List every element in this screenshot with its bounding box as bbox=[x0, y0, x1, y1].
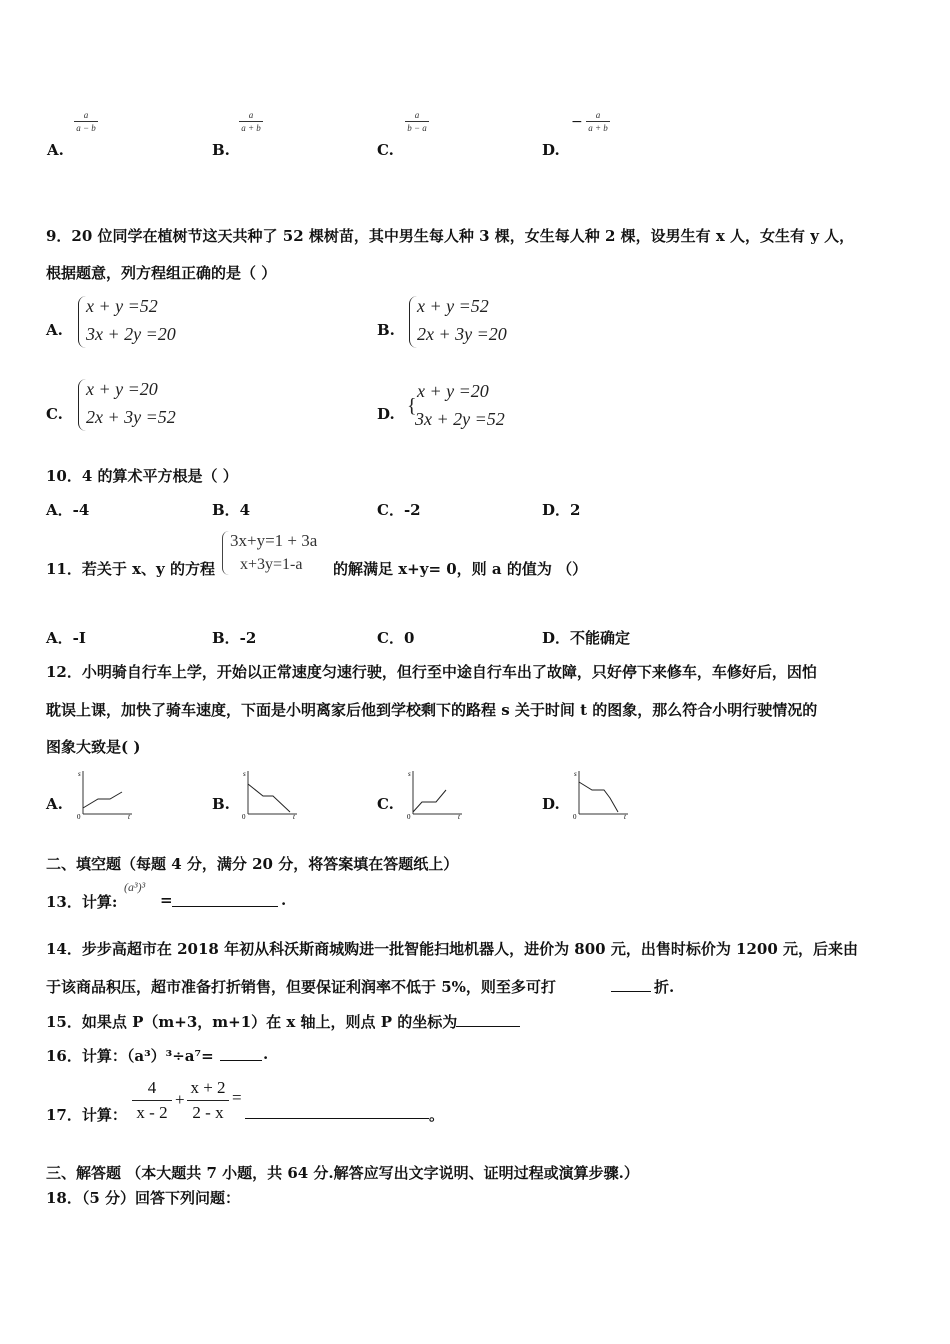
q13-equals: = bbox=[160, 891, 173, 909]
q12-graph-b-origin: 0 bbox=[242, 813, 246, 820]
q17-fraction-1 bbox=[132, 1078, 172, 1123]
q9-option-c-label: C. bbox=[46, 405, 63, 423]
q9-stem-line2: 根据题意，列方程组正确的是（ ） bbox=[46, 264, 277, 282]
q12-graph-b-curve bbox=[248, 784, 290, 812]
q9-option-a-eq2: 3x + 2y =20 bbox=[86, 324, 176, 344]
q12-graph-a-curve bbox=[83, 792, 122, 808]
q12-graph-c-axis-s: s bbox=[408, 770, 411, 778]
q11-option-b: B．-2 bbox=[212, 629, 257, 647]
q16-end: . bbox=[263, 1045, 269, 1063]
q12-graph-c-curve bbox=[413, 790, 446, 812]
q13-prefix: 13．计算: bbox=[46, 893, 118, 911]
q14-stem-line2-before: 于该商品积压，超市准备打折销售，但要保证利润率不低于 5%，则至多可打 bbox=[46, 978, 556, 996]
q17-fraction-2 bbox=[187, 1078, 229, 1123]
q9-option-d-brace: { bbox=[407, 395, 417, 417]
q8-option-a-label: A. bbox=[47, 141, 64, 159]
q12-graph-b bbox=[239, 768, 303, 820]
q17-fraction-2-denominator: 2 - x bbox=[192, 1103, 224, 1122]
q12-graph-d-origin: 0 bbox=[573, 813, 577, 820]
q14-stem-line1: 14．步步高超市在 2018 年初从科沃斯商城购进一批智能扫地机器人，进价为 800 元，出售时标价为 1200 元，后来由 bbox=[46, 940, 859, 958]
q9-option-d-eq1: x + y =20 bbox=[417, 381, 489, 401]
q11-eq1: 3x+y=1 + 3a bbox=[230, 531, 318, 550]
q13-answer-blank[interactable] bbox=[172, 906, 278, 907]
q16-prefix: 16．计算：（a³）³÷a⁷= bbox=[46, 1047, 214, 1065]
q8-option-c-fraction bbox=[405, 110, 429, 133]
q9-option-d-eq2: 3x + 2y =52 bbox=[415, 409, 505, 429]
q9-option-d-label: D. bbox=[377, 405, 395, 423]
q10-option-c: C．-2 bbox=[377, 501, 421, 519]
q8-option-a-numerator: a bbox=[83, 110, 89, 120]
q12-graph-d bbox=[570, 768, 634, 820]
q9-option-b-eq2: 2x + 3y =20 bbox=[417, 324, 507, 344]
q12-stem-line3: 图象大致是( ) bbox=[46, 738, 141, 756]
q12-graph-c-axis-t: t bbox=[458, 813, 460, 820]
q12-graph-d-curve bbox=[579, 782, 618, 812]
q12-graph-b-axis-s: s bbox=[243, 770, 246, 778]
q12-graph-a-origin: 0 bbox=[77, 813, 81, 820]
q9-stem-line1: 9．20 位同学在植树节这天共种了 52 棵树苗，其中男生每人种 3 棵，女生每人种 2 棵，设男生有 x 人，女生有 y 人， bbox=[46, 227, 855, 245]
q9-option-b-eq1: x + y =52 bbox=[417, 296, 489, 316]
q10-option-d: D．2 bbox=[542, 501, 581, 519]
q8-option-b-numerator: a bbox=[248, 110, 254, 120]
q15-stem: 15．如果点 P（m+3，m+1）在 x 轴上，则点 P 的坐标为 bbox=[46, 1013, 458, 1031]
q17-plus: + bbox=[175, 1090, 185, 1109]
q12-graph-c-origin: 0 bbox=[407, 813, 411, 820]
q17-equals: = bbox=[232, 1088, 242, 1107]
q12-option-b-label: B. bbox=[212, 795, 230, 813]
q12-option-c-label: C. bbox=[377, 795, 394, 813]
q12-graph-d-axis-s: s bbox=[574, 770, 577, 778]
q10-option-b: B．4 bbox=[212, 501, 251, 519]
q17-fraction-1-numerator: 4 bbox=[147, 1078, 157, 1097]
q12-stem-line1: 12．小明骑自行车上学，开始以正常速度匀速行驶，但行至中途自行车出了故障，只好停下来修车，车修好后，因怕 bbox=[46, 663, 817, 681]
q17-answer-blank[interactable] bbox=[245, 1118, 429, 1119]
q12-graph-a bbox=[74, 768, 138, 820]
q13-end: . bbox=[281, 891, 287, 909]
q12-option-d-label: D. bbox=[542, 795, 560, 813]
q17-fraction-2-numerator: x + 2 bbox=[190, 1078, 226, 1097]
q12-stem-line2: 耽误上课，加快了骑车速度，下面是小明离家后他到学校剩下的路程 s 关于时间 t 的图象，那么符合小明行驶情况的 bbox=[46, 701, 818, 719]
q11-equation-system bbox=[222, 531, 332, 579]
section3-title: 三、解答题 （本大题共 7 小题，共 64 分.解答应写出文字说明、证明过程或演算步骤.） bbox=[46, 1164, 639, 1182]
q13-expression: (a³)³ bbox=[124, 880, 146, 894]
q8-option-a-fraction bbox=[74, 110, 98, 133]
q8-option-a-denominator: a − b bbox=[76, 123, 96, 133]
q11-option-a: A．-I bbox=[46, 629, 86, 647]
q12-graph-a-axis-s: s bbox=[78, 770, 81, 778]
q8-option-d-denominator: a + b bbox=[588, 123, 608, 133]
q12-graph-a-axis-t: t bbox=[128, 813, 130, 820]
q8-option-d-label: D. bbox=[542, 141, 560, 159]
section2-title: 二、填空题（每题 4 分，满分 20 分，将答案填在答题纸上） bbox=[46, 855, 459, 873]
q9-option-a-eq1: x + y =52 bbox=[86, 296, 158, 316]
q9-option-a-label: A. bbox=[46, 321, 63, 339]
q11-stem-after: 的解满足 x+y= 0，则 a 的值为 （） bbox=[333, 560, 588, 578]
q17-end: 。 bbox=[429, 1106, 445, 1124]
q8-option-c-numerator: a bbox=[414, 110, 420, 120]
q8-option-d-fraction bbox=[586, 110, 610, 133]
q15-answer-blank[interactable] bbox=[456, 1026, 520, 1027]
q11-option-d: D．不能确定 bbox=[542, 629, 631, 647]
q8-option-d-numerator: a bbox=[595, 110, 601, 120]
q8-option-b-fraction bbox=[239, 110, 263, 133]
q17-prefix: 17．计算： bbox=[46, 1106, 127, 1124]
q12-graph-d-axis-t: t bbox=[624, 813, 626, 820]
q8-option-b-denominator: a + b bbox=[241, 123, 261, 133]
q14-stem-line2-after: 折. bbox=[654, 978, 675, 996]
q11-stem-before: 11．若关于 x、y 的方程 bbox=[46, 560, 215, 578]
q8-option-c-denominator: b − a bbox=[407, 123, 427, 133]
q9-option-b-label: B. bbox=[377, 321, 395, 339]
q10-option-a: A．-4 bbox=[46, 501, 90, 519]
q8-option-c-label: C. bbox=[377, 141, 394, 159]
q12-option-a-label: A. bbox=[46, 795, 63, 813]
q14-answer-blank[interactable] bbox=[611, 991, 651, 992]
q9-option-c-eq1: x + y =20 bbox=[86, 379, 158, 399]
q12-graph-b-axis-t: t bbox=[293, 813, 295, 820]
q8-option-b-label: B. bbox=[212, 141, 230, 159]
q11-option-c: C．0 bbox=[377, 629, 415, 647]
q16-answer-blank[interactable] bbox=[220, 1060, 262, 1061]
q17-fraction-1-denominator: x - 2 bbox=[136, 1103, 168, 1122]
q18-stem: 18．（5 分）回答下列问题： bbox=[46, 1189, 241, 1207]
q8-option-d-minus: − bbox=[571, 114, 583, 130]
q12-graph-c bbox=[404, 768, 468, 820]
q11-eq2: x+3y=1-a bbox=[240, 556, 303, 573]
q9-option-c-eq2: 2x + 3y =52 bbox=[86, 407, 176, 427]
q10-stem: 10．4 的算术平方根是（ ） bbox=[46, 467, 238, 485]
